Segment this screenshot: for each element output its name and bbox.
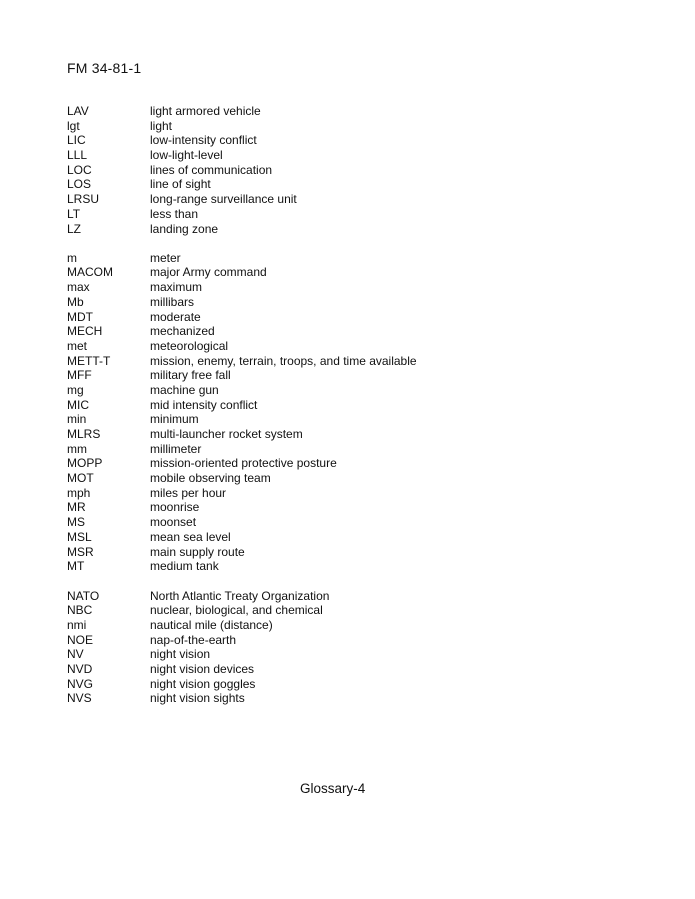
glossary-entry — [67, 530, 627, 545]
glossary-entry — [67, 647, 627, 662]
glossary-abbreviation: NVG — [67, 676, 94, 691]
glossary-entry — [67, 456, 627, 471]
glossary-entry — [67, 589, 627, 604]
glossary-definition: light armored vehicle — [150, 104, 261, 118]
glossary-definition: low-light-level — [150, 148, 223, 163]
glossary-abbreviation: MSL — [67, 529, 92, 544]
glossary-abbreviation: METT-T — [67, 353, 111, 368]
glossary-definition: mechanized — [150, 324, 215, 339]
glossary-entry — [67, 280, 627, 295]
glossary-definition: nap-of-the-earth — [150, 632, 237, 647]
glossary-definition: miles per hour — [150, 485, 227, 500]
glossary-abbreviation: MECH — [67, 324, 103, 339]
glossary-abbreviation: LIC — [67, 133, 86, 148]
glossary-definition: multi-launcher rocket system — [150, 427, 303, 442]
glossary-definition: North Atlantic Treaty Organization — [150, 588, 330, 603]
glossary-entry — [67, 222, 627, 237]
glossary-entry — [67, 163, 627, 178]
glossary-group-n — [67, 589, 627, 707]
glossary-definition: meteorological — [150, 338, 229, 353]
glossary-abbreviation: MR — [67, 500, 86, 515]
glossary-entry — [67, 119, 627, 134]
glossary-abbreviation: LOS — [67, 177, 92, 192]
glossary-abbreviation: m — [67, 250, 77, 265]
glossary-definition: millimeter — [150, 441, 202, 456]
glossary-entry — [67, 339, 627, 354]
glossary-entry — [67, 251, 627, 266]
glossary-definition: mission, enemy, terrain, troops, and time available — [150, 353, 417, 368]
glossary-abbreviation: NOE — [67, 632, 94, 647]
glossary-abbreviation: Mb — [67, 294, 84, 309]
glossary-abbreviation: mph — [67, 485, 91, 500]
glossary-definition: moonset — [150, 515, 197, 530]
glossary-definition: main supply route — [150, 544, 245, 559]
page-number-footer: Glossary-4 — [300, 781, 366, 796]
glossary-abbreviation: mg — [67, 382, 84, 397]
glossary-definition: major Army command — [150, 265, 267, 280]
glossary-entry — [67, 662, 627, 677]
glossary-entry — [67, 324, 627, 339]
glossary-definition: mission-oriented protective posture — [150, 456, 337, 471]
glossary-definition: mobile observing team — [150, 471, 271, 486]
glossary-entry — [67, 633, 627, 648]
glossary-abbreviation: NBC — [67, 603, 93, 618]
glossary-definition: machine gun — [150, 382, 219, 397]
glossary-definition: lines of communication — [150, 162, 273, 177]
glossary-entry — [67, 104, 627, 119]
glossary-abbreviation: MOT — [67, 471, 94, 486]
glossary-abbreviation: max — [67, 280, 90, 295]
glossary-definition: millibars — [150, 294, 195, 309]
glossary-abbreviation: MLRS — [67, 427, 101, 442]
glossary-definition: night vision devices — [150, 661, 255, 676]
glossary-definition: night vision sights — [150, 691, 245, 706]
glossary-entry — [67, 207, 627, 222]
glossary-entry — [67, 618, 627, 633]
glossary-definition: line of sight — [150, 177, 211, 192]
glossary-definition: moderate — [150, 309, 201, 324]
glossary-list — [67, 104, 627, 706]
document-id-header: FM 34-81-1 — [67, 60, 142, 76]
glossary-definition: less than — [150, 206, 199, 221]
glossary-entry — [67, 471, 627, 486]
glossary-entry — [67, 368, 627, 383]
glossary-abbreviation: NVS — [67, 691, 92, 706]
glossary-entry — [67, 559, 627, 574]
glossary-abbreviation: LT — [67, 206, 81, 221]
glossary-entry — [67, 412, 627, 427]
glossary-definition: moonrise — [150, 500, 200, 515]
glossary-entry — [67, 545, 627, 560]
glossary-abbreviation: NATO — [67, 588, 100, 603]
glossary-definition: night vision goggles — [150, 676, 256, 691]
glossary-definition: night vision — [150, 647, 211, 662]
glossary-entry — [67, 515, 627, 530]
glossary-entry — [67, 500, 627, 515]
glossary-abbreviation: lgt — [67, 118, 80, 133]
glossary-entry — [67, 148, 627, 163]
glossary-definition: long-range surveillance unit — [150, 192, 297, 207]
glossary-definition: maximum — [150, 280, 203, 295]
glossary-group-l — [67, 104, 627, 236]
glossary-definition: nautical mile (distance) — [150, 617, 273, 632]
glossary-entry — [67, 427, 627, 442]
glossary-entry — [67, 486, 627, 501]
glossary-abbreviation: MIC — [67, 397, 89, 412]
glossary-abbreviation: LOC — [67, 162, 92, 177]
glossary-definition: landing zone — [150, 221, 219, 236]
glossary-abbreviation: met — [67, 338, 88, 353]
glossary-abbreviation: NV — [67, 647, 84, 662]
glossary-entry — [67, 310, 627, 325]
glossary-definition: light — [150, 118, 173, 133]
glossary-abbreviation: MDT — [67, 309, 93, 324]
glossary-definition: military free fall — [150, 368, 231, 383]
glossary-abbreviation: LZ — [67, 221, 82, 236]
glossary-group-m — [67, 251, 627, 574]
glossary-entry — [67, 603, 627, 618]
glossary-definition: nuclear, biological, and chemical — [150, 603, 323, 618]
glossary-definition: low-intensity conflict — [150, 133, 257, 148]
glossary-entry — [67, 383, 627, 398]
glossary-entry — [67, 398, 627, 413]
glossary-abbreviation: MS — [67, 515, 85, 530]
glossary-entry — [67, 177, 627, 192]
glossary-definition: minimum — [150, 412, 199, 427]
glossary-definition: mean sea level — [150, 529, 231, 544]
glossary-abbreviation: nmi — [67, 617, 87, 632]
glossary-abbreviation: MT — [67, 559, 85, 574]
glossary-abbreviation: MFF — [67, 368, 92, 383]
glossary-entry — [67, 133, 627, 148]
glossary-entry — [67, 442, 627, 457]
glossary-abbreviation: LRSU — [67, 192, 100, 207]
glossary-definition: meter — [150, 250, 181, 265]
glossary-entry — [67, 265, 627, 280]
glossary-definition: mid intensity conflict — [150, 397, 258, 412]
glossary-definition: medium tank — [150, 559, 219, 574]
glossary-entry — [67, 354, 627, 369]
glossary-entry — [67, 677, 627, 692]
glossary-entry — [67, 192, 627, 207]
glossary-abbreviation: LAV — [67, 104, 89, 118]
glossary-entry — [67, 691, 627, 706]
glossary-abbreviation: mm — [67, 441, 87, 456]
glossary-abbreviation: LLL — [67, 148, 88, 163]
glossary-abbreviation: NVD — [67, 661, 93, 676]
glossary-abbreviation: MOPP — [67, 456, 103, 471]
glossary-abbreviation: MACOM — [67, 265, 113, 280]
glossary-abbreviation: min — [67, 412, 87, 427]
glossary-abbreviation: MSR — [67, 544, 94, 559]
glossary-entry — [67, 295, 627, 310]
